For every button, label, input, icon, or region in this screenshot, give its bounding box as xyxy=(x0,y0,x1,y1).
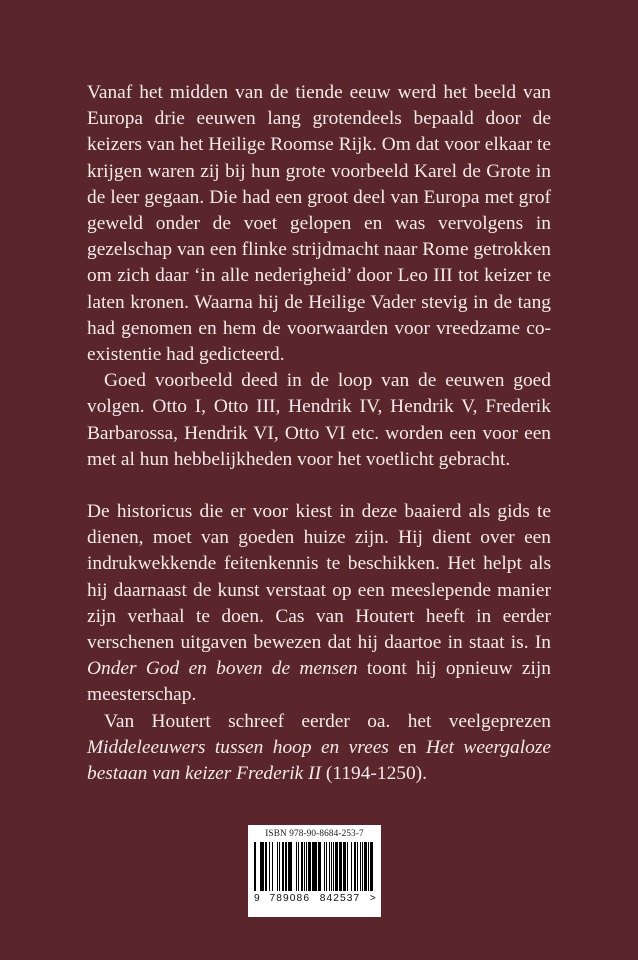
ean-group-1: 789086 xyxy=(269,893,311,904)
isbn-label: ISBN 978-90-8684-253-7 xyxy=(265,829,364,839)
blurb-text-block xyxy=(87,80,551,787)
ean-group-2: 842537 xyxy=(319,893,361,904)
blurb-paragraph-4: Van Houtert schreef eerder oa. het veelgeprezen Middeleeuwers tussen hoop en vrees en Het weergaloze bestaan van keizer Frederik II (1194-1250). xyxy=(87,710,551,785)
barcode-bars xyxy=(254,842,375,891)
blurb-paragraph-1: Vanaf het midden van de tiende eeuw werd het beeld van Europa drie eeuwen lang grotendeels bepaald door de keizers van het Heilige Roomse Rijk. Om dat voor elkaar te krijgen waren zij bij hun grote voorbeeld Karel de Grote in de leer gegaan. Die had een groot deel van Europa met grof geweld onder de voet gelopen en was vervolgens in gezelschap van een flinke strijdmacht naar Rome getrokken om zich daar ‘in alle nederigheid’ door Leo III tot keizer te laten kronen. Waarna hij de Heilige Vader stevig in de tang had genomen en hem de voorwaarden voor vreedzame co-existentie had gedicteerd. xyxy=(87,82,551,366)
blurb-paragraph-3: De historicus die er voor kiest in deze baaierd als gids te dienen, moet van goeden huize zijn. Hij dient over een indrukwekkende feitenkennis te beschikken. Het helpt als hij daarnaast de kunst verstaat op een meeslepende manier zijn verhaal te doen. Cas van Houtert heeft in eerder verschenen uitgaven bewezen dat hij daartoe in staat is. In Onder God en boven de mensen toont hij opnieuw zijn meesterschap. xyxy=(87,501,551,706)
ean-digit-row xyxy=(253,893,376,904)
ean-caret: > xyxy=(369,893,376,904)
barcode-space xyxy=(373,842,374,891)
book-title-italic: Middeleeuwers tussen hoop en vrees xyxy=(87,736,389,758)
blurb-paragraph-2: Goed voorbeeld deed in de loop van de eeuwen goed volgen. Otto I, Otto III, Hendrik IV, Hendrik V, Frederik Barbarossa, Hendrik VI, Otto VI etc. worden een voor een met al hun hebbelijkheden voor het voetlicht gebracht. xyxy=(87,370,551,470)
book-title-italic: Onder God en boven de mensen xyxy=(87,658,358,680)
isbn-barcode-block xyxy=(248,825,381,917)
book-title-italic: Het weergaloze bestaan van keizer Frederik II xyxy=(87,736,551,785)
ean-left-digit: 9 xyxy=(254,893,260,904)
